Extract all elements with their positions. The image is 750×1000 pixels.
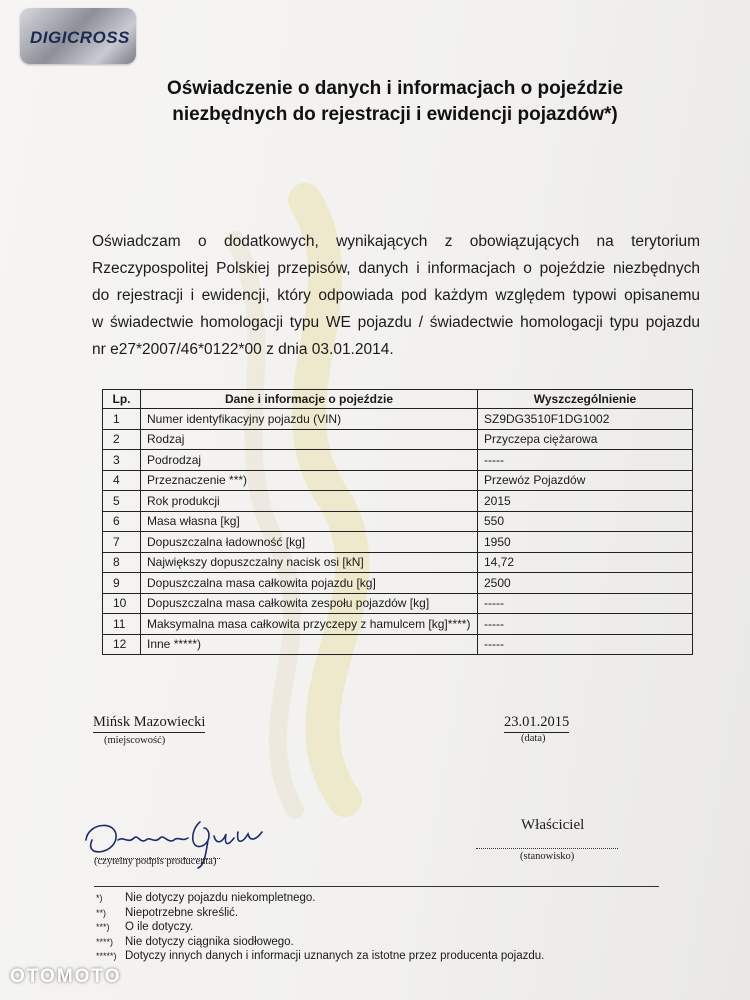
table-row bbox=[103, 573, 693, 594]
footnote-text: O ile dotyczy. bbox=[125, 921, 194, 933]
row-number: 4 bbox=[103, 470, 141, 491]
document-title bbox=[50, 76, 740, 128]
footnotes-divider bbox=[94, 886, 659, 887]
footnote-mark: ***) bbox=[96, 922, 110, 932]
declaration-line: Rzeczypospolitej Polskiej przepisów, danych i informacjach o pojeździe niezbędnych bbox=[92, 260, 700, 277]
footnote-mark: *) bbox=[96, 893, 103, 903]
footnote-text: Nie dotyczy ciągnika siodłowego. bbox=[125, 935, 294, 948]
row-value: ----- bbox=[478, 593, 693, 614]
row-label: Masa własna [kg] bbox=[141, 511, 478, 532]
row-number: 1 bbox=[103, 409, 141, 430]
footnote-mark: ****) bbox=[96, 936, 114, 947]
row-number: 2 bbox=[103, 429, 141, 450]
title-line-1: Oświadczenie o danych i informacjach o pojeździe bbox=[166, 78, 624, 99]
row-number: 5 bbox=[103, 491, 141, 512]
row-number: 8 bbox=[103, 552, 141, 573]
table-row bbox=[103, 491, 693, 512]
owner-line bbox=[476, 848, 618, 849]
footnote-text: Dotyczy innych danych i informacji uznanych za istotne przez producenta pojazdu. bbox=[125, 950, 545, 962]
table-row bbox=[103, 511, 693, 532]
declaration-line: Oświadczam o dodatkowych, wynikających z obowiązujących na terytorium bbox=[92, 233, 700, 250]
row-label: Największy dopuszczalny nacisk osi [kN] bbox=[141, 552, 478, 573]
footnotes bbox=[96, 891, 544, 964]
row-label: Inne *****) bbox=[141, 634, 478, 655]
row-number: 12 bbox=[103, 634, 141, 655]
date-value: 23.01.2015 bbox=[504, 714, 569, 733]
table-row bbox=[103, 429, 693, 450]
row-value: 550 bbox=[478, 511, 693, 532]
row-value: 14,72 bbox=[478, 552, 693, 573]
row-label: Dopuszczalna masa całkowita zespołu pojazdów [kg] bbox=[141, 593, 478, 614]
footnote-mark: **) bbox=[96, 907, 107, 918]
title-line-2: niezbędnych do rejestracji i ewidencji pojazdów*) bbox=[172, 104, 618, 125]
row-value: Przyczepa ciężarowa bbox=[478, 429, 693, 450]
row-label: Rodzaj bbox=[141, 429, 478, 450]
row-number: 3 bbox=[103, 450, 141, 471]
row-label: Dopuszczalna masa całkowita pojazdu [kg] bbox=[141, 573, 478, 594]
declaration-line: nr e27*2007/46*0122*00 z dnia 03.01.2014. bbox=[92, 341, 394, 358]
table-row bbox=[103, 552, 693, 573]
footnote bbox=[96, 949, 544, 964]
table-row bbox=[103, 470, 693, 491]
header-lp: Lp. bbox=[103, 390, 141, 409]
table-row bbox=[103, 450, 693, 471]
footnote-text: Niepotrzebne skreślić. bbox=[125, 906, 239, 919]
table-row bbox=[103, 593, 693, 614]
header-data: Dane i informacje o pojeździe bbox=[141, 390, 478, 409]
table-row bbox=[103, 409, 693, 430]
row-label: Przeznaczenie ***) bbox=[141, 470, 478, 491]
row-label: Maksymalna masa całkowita przyczepy z hamulcem [kg]****) bbox=[141, 614, 478, 635]
footnote bbox=[96, 920, 544, 935]
footnote bbox=[96, 906, 544, 921]
row-value: ----- bbox=[478, 450, 693, 471]
table-row bbox=[103, 532, 693, 553]
owner-title: Właściciel bbox=[521, 817, 585, 833]
date-caption: (data) bbox=[521, 733, 546, 744]
footnote bbox=[96, 935, 544, 950]
row-number: 6 bbox=[103, 511, 141, 532]
row-value: ----- bbox=[478, 634, 693, 655]
logo-text: DIGICROSS bbox=[30, 28, 130, 47]
row-number: 9 bbox=[103, 573, 141, 594]
table-header-row bbox=[103, 390, 693, 409]
row-label: Numer identyfikacyjny pojazdu (VIN) bbox=[141, 409, 478, 430]
row-value: Przewóz Pojazdów bbox=[478, 470, 693, 491]
row-number: 7 bbox=[103, 532, 141, 553]
signature-caption: (czytelny podpis producenta) bbox=[94, 856, 217, 867]
header-details: Wyszczególnienie bbox=[478, 390, 693, 409]
digicross-logo bbox=[20, 8, 136, 64]
declaration-line: w świadectwie homologacji typu WE pojazdu / świadectwie homologacji typu pojazdu bbox=[92, 314, 700, 331]
vehicle-data-table bbox=[102, 389, 693, 655]
otomoto-watermark: OTOMOTO bbox=[10, 966, 122, 987]
row-label: Podrodzaj bbox=[141, 450, 478, 471]
row-value: 1950 bbox=[478, 532, 693, 553]
row-number: 10 bbox=[103, 593, 141, 614]
place-caption: (miejscowość) bbox=[104, 735, 166, 746]
row-value: 2500 bbox=[478, 573, 693, 594]
table-row bbox=[103, 614, 693, 635]
owner-caption: (stanowisko) bbox=[520, 851, 575, 862]
row-label: Dopuszczalna ładowność [kg] bbox=[141, 532, 478, 553]
declaration-paragraph bbox=[92, 228, 700, 363]
row-label: Rok produkcji bbox=[141, 491, 478, 512]
declaration-line: do rejestracji i ewidencji, który odpowiada pod każdym względem typowi opisanemu bbox=[92, 287, 700, 304]
footnote-text: Nie dotyczy pojazdu niekompletnego. bbox=[125, 892, 316, 904]
row-value: 2015 bbox=[478, 491, 693, 512]
table-row bbox=[103, 634, 693, 655]
footnote-mark: *****) bbox=[96, 951, 117, 961]
row-number: 11 bbox=[103, 614, 141, 635]
place-value: Mińsk Mazowiecki bbox=[93, 714, 205, 733]
row-value: SZ9DG3510F1DG1002 bbox=[478, 409, 693, 430]
row-value: ----- bbox=[478, 614, 693, 635]
footnote bbox=[96, 891, 544, 906]
